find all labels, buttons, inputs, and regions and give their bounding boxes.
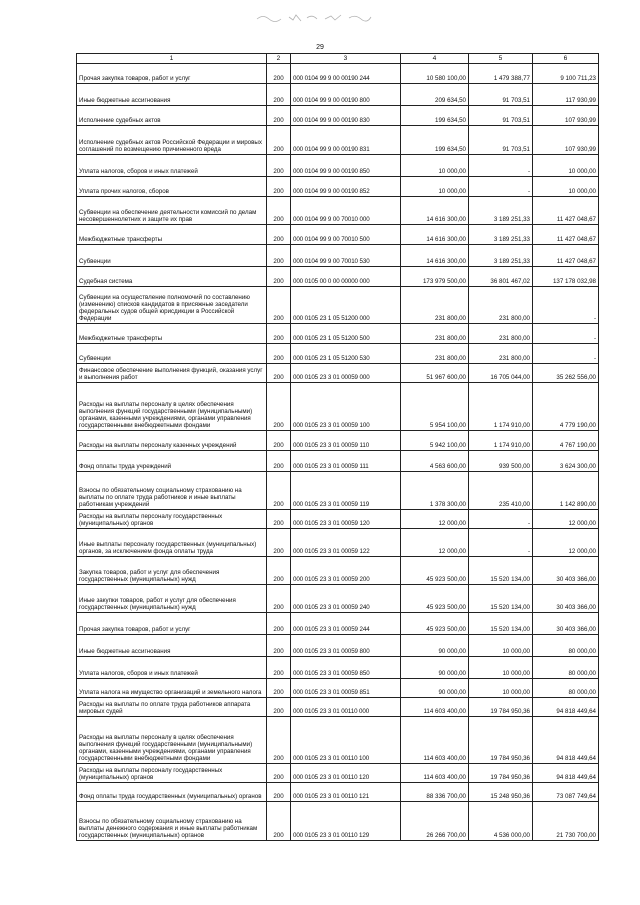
row-plan-cell: 199 634,50 xyxy=(401,126,469,155)
row-code-cell: 200 xyxy=(267,657,291,679)
table-row xyxy=(77,585,599,613)
row-name-cell: Исполнение судебных актов Российской Федерации и мировых соглашений по возмещению причиненного вреда xyxy=(77,126,267,155)
row-remaining-cell: 9 100 711,23 xyxy=(533,64,599,84)
row-executed-cell: 19 784 950,36 xyxy=(469,717,533,764)
table-row xyxy=(77,679,599,698)
table-row xyxy=(77,613,599,635)
table-row xyxy=(77,344,599,364)
row-code-cell: 200 xyxy=(267,344,291,364)
row-code-cell: 200 xyxy=(267,225,291,245)
table-row xyxy=(77,155,599,177)
row-classifier-cell: 000 0105 23 3 01 00059 119 xyxy=(291,472,401,510)
row-remaining-cell: 94 818 449,64 xyxy=(533,764,599,783)
row-name-cell: Субвенции на обеспечение деятельности комиссий по делам несовершеннолетних и защите их прав xyxy=(77,197,267,225)
row-name-cell: Иные выплаты персоналу государственных (муниципальных) органов, за исключением фонда оплаты труда xyxy=(77,529,267,557)
row-code-cell: 200 xyxy=(267,635,291,657)
header-cell: 6 xyxy=(533,54,599,64)
row-classifier-cell: 000 0105 23 3 01 00059 000 xyxy=(291,364,401,383)
row-remaining-cell: 137 178 032,98 xyxy=(533,267,599,287)
row-code-cell: 200 xyxy=(267,698,291,717)
row-remaining-cell: 35 262 556,00 xyxy=(533,364,599,383)
row-executed-cell: - xyxy=(469,177,533,197)
row-classifier-cell: 000 0105 23 3 01 00110 100 xyxy=(291,717,401,764)
row-plan-cell: 5 954 100,00 xyxy=(401,383,469,431)
row-classifier-cell: 000 0104 99 9 00 70010 000 xyxy=(291,197,401,225)
row-remaining-cell: 3 624 300,00 xyxy=(533,451,599,472)
row-plan-cell: 10 000,00 xyxy=(401,155,469,177)
table-row xyxy=(77,364,599,383)
row-name-cell: Иные бюджетные ассигнования xyxy=(77,84,267,106)
budget-execution-table xyxy=(76,53,599,841)
row-executed-cell: 235 410,00 xyxy=(469,472,533,510)
row-name-cell: Расходы на выплаты персоналу в целях обеспечения выполнения функций государственными (муниципальными) органами, казенными учреждениями, органами управления государственными внебюджетными фондами xyxy=(77,717,267,764)
row-classifier-cell: 000 0105 23 1 05 51200 000 xyxy=(291,287,401,324)
table-row xyxy=(77,64,599,84)
row-remaining-cell: 80 000,00 xyxy=(533,679,599,698)
row-executed-cell: 231 800,00 xyxy=(469,287,533,324)
row-plan-cell: 14 616 300,00 xyxy=(401,245,469,267)
row-plan-cell: 90 000,00 xyxy=(401,657,469,679)
row-code-cell: 200 xyxy=(267,267,291,287)
table-row xyxy=(77,126,599,155)
row-name-cell: Межбюджетные трансферты xyxy=(77,225,267,245)
row-executed-cell: 15 520 134,00 xyxy=(469,557,533,585)
row-classifier-cell: 000 0105 23 3 01 00110 121 xyxy=(291,783,401,802)
row-classifier-cell: 000 0104 99 9 00 00190 852 xyxy=(291,177,401,197)
row-remaining-cell: 94 818 449,64 xyxy=(533,698,599,717)
row-executed-cell: 15 520 134,00 xyxy=(469,613,533,635)
row-executed-cell: 19 784 950,36 xyxy=(469,764,533,783)
row-classifier-cell: 000 0104 99 9 00 00190 831 xyxy=(291,126,401,155)
row-code-cell: 200 xyxy=(267,155,291,177)
row-code-cell: 200 xyxy=(267,383,291,431)
header-cell: 3 xyxy=(291,54,401,64)
row-code-cell: 200 xyxy=(267,106,291,126)
table-row xyxy=(77,431,599,451)
row-name-cell: Судебная система xyxy=(77,267,267,287)
header-cell: 5 xyxy=(469,54,533,64)
row-code-cell: 200 xyxy=(267,679,291,698)
row-plan-cell: 199 634,50 xyxy=(401,106,469,126)
row-classifier-cell: 000 0105 23 1 05 51200 530 xyxy=(291,344,401,364)
row-name-cell: Субвенции на осуществление полномочий по составлению (изменению) списков кандидатов в присяжные заседатели федеральных судов общей юрисдикции в Российской Федерации xyxy=(77,287,267,324)
row-classifier-cell: 000 0105 23 3 01 00110 120 xyxy=(291,764,401,783)
row-classifier-cell: 000 0104 99 9 00 70010 530 xyxy=(291,245,401,267)
row-name-cell: Финансовое обеспечение выполнения функций, оказания услуг и выполнения работ xyxy=(77,364,267,383)
row-name-cell: Уплата налогов, сборов и иных платежей xyxy=(77,155,267,177)
row-name-cell: Взносы по обязательному социальному страхованию на выплаты по оплате труда работников и иные выплаты работникам учреждений xyxy=(77,472,267,510)
row-remaining-cell: 10 000,00 xyxy=(533,155,599,177)
row-executed-cell: - xyxy=(469,510,533,529)
row-name-cell: Субвенции xyxy=(77,344,267,364)
table-row xyxy=(77,287,599,324)
row-code-cell: 200 xyxy=(267,197,291,225)
row-name-cell: Расходы на выплаты по оплате труда работников аппарата мировых судей xyxy=(77,698,267,717)
row-remaining-cell: 11 427 048,67 xyxy=(533,197,599,225)
row-remaining-cell: 30 403 366,00 xyxy=(533,585,599,613)
row-code-cell: 200 xyxy=(267,557,291,585)
row-classifier-cell: 000 0105 23 3 01 00059 240 xyxy=(291,585,401,613)
row-classifier-cell: 000 0104 99 9 00 00190 850 xyxy=(291,155,401,177)
row-name-cell: Прочая закупка товаров, работ и услуг xyxy=(77,64,267,84)
row-classifier-cell: 000 0105 23 3 01 00059 850 xyxy=(291,657,401,679)
row-executed-cell: 4 536 000,00 xyxy=(469,802,533,841)
row-code-cell: 200 xyxy=(267,802,291,841)
row-executed-cell: - xyxy=(469,529,533,557)
row-remaining-cell: 80 000,00 xyxy=(533,635,599,657)
row-executed-cell: 15 520 134,00 xyxy=(469,585,533,613)
row-remaining-cell: 30 403 366,00 xyxy=(533,557,599,585)
row-plan-cell: 90 000,00 xyxy=(401,679,469,698)
row-name-cell: Субвенции xyxy=(77,245,267,267)
table-row xyxy=(77,635,599,657)
row-remaining-cell: 10 000,00 xyxy=(533,177,599,197)
table-row xyxy=(77,764,599,783)
row-remaining-cell: 4 767 190,00 xyxy=(533,431,599,451)
row-name-cell: Фонд оплаты труда учреждений xyxy=(77,451,267,472)
scan-artifact xyxy=(255,10,375,24)
row-code-cell: 200 xyxy=(267,364,291,383)
row-code-cell: 200 xyxy=(267,64,291,84)
table-row xyxy=(77,267,599,287)
row-remaining-cell: - xyxy=(533,287,599,324)
row-plan-cell: 114 603 400,00 xyxy=(401,764,469,783)
row-executed-cell: 1 174 910,00 xyxy=(469,431,533,451)
row-executed-cell: 91 703,51 xyxy=(469,106,533,126)
header-cell: 1 xyxy=(77,54,267,64)
row-remaining-cell: - xyxy=(533,324,599,344)
row-remaining-cell: 30 403 366,00 xyxy=(533,613,599,635)
row-name-cell: Закупка товаров, работ и услуг для обеспечения государственных (муниципальных) нужд xyxy=(77,557,267,585)
row-remaining-cell: 117 930,99 xyxy=(533,84,599,106)
row-code-cell: 200 xyxy=(267,783,291,802)
row-code-cell: 200 xyxy=(267,431,291,451)
table-row xyxy=(77,510,599,529)
row-code-cell: 200 xyxy=(267,717,291,764)
row-classifier-cell: 000 0104 99 9 00 00190 244 xyxy=(291,64,401,84)
row-executed-cell: 3 189 251,33 xyxy=(469,197,533,225)
row-plan-cell: 12 000,00 xyxy=(401,510,469,529)
row-remaining-cell: 11 427 048,67 xyxy=(533,245,599,267)
row-executed-cell: 10 000,00 xyxy=(469,657,533,679)
row-remaining-cell: 11 427 048,67 xyxy=(533,225,599,245)
row-plan-cell: 51 967 600,00 xyxy=(401,364,469,383)
table-row xyxy=(77,698,599,717)
table-row xyxy=(77,451,599,472)
row-executed-cell: 939 500,00 xyxy=(469,451,533,472)
row-classifier-cell: 000 0105 00 0 00 00000 000 xyxy=(291,267,401,287)
row-code-cell: 200 xyxy=(267,510,291,529)
row-classifier-cell: 000 0105 23 3 01 00059 244 xyxy=(291,613,401,635)
row-code-cell: 200 xyxy=(267,324,291,344)
table-header-row xyxy=(77,54,599,64)
table-row xyxy=(77,106,599,126)
table-row xyxy=(77,225,599,245)
row-executed-cell: 1 479 388,77 xyxy=(469,64,533,84)
row-code-cell: 200 xyxy=(267,177,291,197)
row-remaining-cell: 1 142 890,00 xyxy=(533,472,599,510)
row-name-cell: Иные бюджетные ассигнования xyxy=(77,635,267,657)
row-code-cell: 200 xyxy=(267,287,291,324)
row-classifier-cell: 000 0105 23 3 01 00059 111 xyxy=(291,451,401,472)
row-plan-cell: 4 563 600,00 xyxy=(401,451,469,472)
row-executed-cell: 10 000,00 xyxy=(469,635,533,657)
row-classifier-cell: 000 0104 99 9 00 70010 500 xyxy=(291,225,401,245)
row-name-cell: Иные закупки товаров, работ и услуг для обеспечения государственных (муниципальных) нужд xyxy=(77,585,267,613)
table-row xyxy=(77,657,599,679)
row-code-cell: 200 xyxy=(267,472,291,510)
row-classifier-cell: 000 0105 23 3 01 00059 200 xyxy=(291,557,401,585)
row-executed-cell: 91 703,51 xyxy=(469,126,533,155)
row-classifier-cell: 000 0105 23 3 01 00059 800 xyxy=(291,635,401,657)
table-row xyxy=(77,324,599,344)
row-classifier-cell: 000 0105 23 3 01 00059 100 xyxy=(291,383,401,431)
row-name-cell: Фонд оплаты труда государственных (муниципальных) органов xyxy=(77,783,267,802)
table-row xyxy=(77,783,599,802)
row-classifier-cell: 000 0105 23 3 01 00059 120 xyxy=(291,510,401,529)
row-remaining-cell: 12 000,00 xyxy=(533,529,599,557)
row-plan-cell: 45 923 500,00 xyxy=(401,613,469,635)
row-name-cell: Взносы по обязательному социальному страхованию на выплаты денежного содержания и иные выплаты работникам государственных (муниципальных) органов xyxy=(77,802,267,841)
header-cell: 4 xyxy=(401,54,469,64)
row-executed-cell: 15 248 950,36 xyxy=(469,783,533,802)
row-code-cell: 200 xyxy=(267,529,291,557)
table-row xyxy=(77,802,599,841)
row-remaining-cell: 73 087 749,64 xyxy=(533,783,599,802)
row-remaining-cell: 12 000,00 xyxy=(533,510,599,529)
row-plan-cell: 231 800,00 xyxy=(401,324,469,344)
row-remaining-cell: - xyxy=(533,344,599,364)
row-code-cell: 200 xyxy=(267,451,291,472)
row-name-cell: Уплата налога на имущество организаций и земельного налога xyxy=(77,679,267,698)
row-plan-cell: 45 923 500,00 xyxy=(401,585,469,613)
row-executed-cell: 16 705 044,00 xyxy=(469,364,533,383)
row-plan-cell: 10 580 100,00 xyxy=(401,64,469,84)
row-code-cell: 200 xyxy=(267,585,291,613)
row-plan-cell: 90 000,00 xyxy=(401,635,469,657)
row-plan-cell: 14 616 300,00 xyxy=(401,225,469,245)
row-plan-cell: 1 378 300,00 xyxy=(401,472,469,510)
row-classifier-cell: 000 0105 23 1 05 51200 500 xyxy=(291,324,401,344)
row-name-cell: Прочая закупка товаров, работ и услуг xyxy=(77,613,267,635)
row-plan-cell: 12 000,00 xyxy=(401,529,469,557)
table-row xyxy=(77,529,599,557)
row-remaining-cell: 94 818 449,64 xyxy=(533,717,599,764)
row-code-cell: 200 xyxy=(267,84,291,106)
row-executed-cell: 231 800,00 xyxy=(469,344,533,364)
row-code-cell: 200 xyxy=(267,613,291,635)
row-classifier-cell: 000 0104 99 9 00 00190 830 xyxy=(291,106,401,126)
row-remaining-cell: 4 779 190,00 xyxy=(533,383,599,431)
row-name-cell: Расходы на выплаты персоналу в целях обеспечения выполнения функций государственными (муниципальными) органами, казенными учреждениями, органами управления государственными внебюджетными фондами xyxy=(77,383,267,431)
table-row xyxy=(77,472,599,510)
row-plan-cell: 231 800,00 xyxy=(401,344,469,364)
row-name-cell: Межбюджетные трансферты xyxy=(77,324,267,344)
row-name-cell: Расходы на выплаты персоналу государственных (муниципальных) органов xyxy=(77,510,267,529)
row-plan-cell: 114 603 400,00 xyxy=(401,717,469,764)
row-remaining-cell: 21 730 700,00 xyxy=(533,802,599,841)
table-row xyxy=(77,84,599,106)
table-row xyxy=(77,197,599,225)
row-executed-cell: 3 189 251,33 xyxy=(469,245,533,267)
row-plan-cell: 231 800,00 xyxy=(401,287,469,324)
row-plan-cell: 209 634,50 xyxy=(401,84,469,106)
row-executed-cell: 91 703,51 xyxy=(469,84,533,106)
row-classifier-cell: 000 0105 23 3 01 00110 129 xyxy=(291,802,401,841)
row-remaining-cell: 107 930,99 xyxy=(533,126,599,155)
row-remaining-cell: 80 000,00 xyxy=(533,657,599,679)
row-plan-cell: 5 942 100,00 xyxy=(401,431,469,451)
table-row xyxy=(77,383,599,431)
row-plan-cell: 114 603 400,00 xyxy=(401,698,469,717)
row-plan-cell: 88 336 700,00 xyxy=(401,783,469,802)
table-row xyxy=(77,717,599,764)
row-name-cell: Исполнение судебных актов xyxy=(77,106,267,126)
row-plan-cell: 14 616 300,00 xyxy=(401,197,469,225)
row-classifier-cell: 000 0105 23 3 01 00059 110 xyxy=(291,431,401,451)
table-row xyxy=(77,177,599,197)
row-plan-cell: 45 923 500,00 xyxy=(401,557,469,585)
row-classifier-cell: 000 0105 23 3 01 00059 122 xyxy=(291,529,401,557)
page-number: 29 xyxy=(316,44,324,51)
header-cell: 2 xyxy=(267,54,291,64)
row-executed-cell: - xyxy=(469,155,533,177)
row-plan-cell: 10 000,00 xyxy=(401,177,469,197)
row-executed-cell: 231 800,00 xyxy=(469,324,533,344)
row-code-cell: 200 xyxy=(267,126,291,155)
table-row xyxy=(77,245,599,267)
row-executed-cell: 10 000,00 xyxy=(469,679,533,698)
row-remaining-cell: 107 930,99 xyxy=(533,106,599,126)
row-executed-cell: 1 174 910,00 xyxy=(469,383,533,431)
row-name-cell: Расходы на выплаты персоналу государственных (муниципальных) органов xyxy=(77,764,267,783)
row-classifier-cell: 000 0104 99 9 00 00190 800 xyxy=(291,84,401,106)
row-executed-cell: 3 189 251,33 xyxy=(469,225,533,245)
table-row xyxy=(77,557,599,585)
row-name-cell: Уплата налогов, сборов и иных платежей xyxy=(77,657,267,679)
row-code-cell: 200 xyxy=(267,245,291,267)
row-executed-cell: 19 784 950,36 xyxy=(469,698,533,717)
row-classifier-cell: 000 0105 23 3 01 00110 000 xyxy=(291,698,401,717)
row-classifier-cell: 000 0105 23 3 01 00059 851 xyxy=(291,679,401,698)
row-plan-cell: 26 266 700,00 xyxy=(401,802,469,841)
row-code-cell: 200 xyxy=(267,764,291,783)
row-plan-cell: 173 979 500,00 xyxy=(401,267,469,287)
row-executed-cell: 36 801 467,02 xyxy=(469,267,533,287)
row-name-cell: Расходы на выплаты персоналу казенных учреждений xyxy=(77,431,267,451)
row-name-cell: Уплата прочих налогов, сборов xyxy=(77,177,267,197)
